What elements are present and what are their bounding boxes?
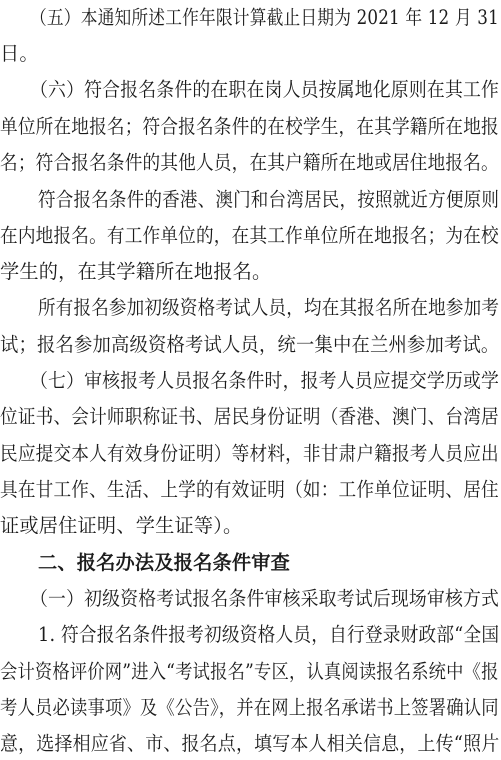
text-line: 符合报名条件的香港、澳门和台湾居民，按照就近方便原则 — [38, 188, 500, 211]
text-line: （六）符合报名条件的在职在岗人员按属地化原则在其工作 — [30, 78, 500, 101]
text-line: （五）本通知所述工作年限计算截止日期为 2021 年 12 月 31 — [30, 6, 499, 29]
text-line: 民应提交本人有效身份证明）等材料，非甘肃户籍报考人员应出 — [0, 442, 499, 465]
text-line: 学生的，在其学籍所在地报名。 — [0, 260, 272, 283]
text-line: 所有报名参加初级资格考试人员，均在其报名所在地参加考 — [38, 296, 500, 319]
text-line: 具在甘工作、生活、上学的有效证明（如：工作单位证明、居住 — [0, 478, 499, 501]
text-line: 日。 — [0, 42, 39, 65]
text-line: （七）审核报考人员报名条件时，报考人员应提交学历或学 — [30, 369, 500, 392]
section-heading: 二、报名办法及报名条件审查 — [38, 551, 291, 574]
text-line: （一）初级资格考试报名条件审核采取考试后现场审核方式 — [30, 587, 500, 610]
text-line: 在内地报名。有工作单位的，在其工作单位所在地报名；为在校 — [0, 224, 499, 247]
text-line: 1. 符合报名条件报考初级资格人员，自行登录财政部“全国 — [38, 623, 500, 646]
text-line: 考人员必读事项》及《公告》，并在网上报名承诺书上签署确认同 — [0, 696, 499, 719]
text-line: 单位所在地报名；符合报名条件的在校学生，在其学籍所在地报 — [0, 115, 499, 138]
text-line: 试；报名参加高级资格考试人员，统一集中在兰州参加考试。 — [0, 333, 500, 356]
text-line: 会计资格评价网”进入“考试报名”专区，认真阅读报名系统中《报 — [0, 660, 499, 683]
text-line: 位证书、会计师职称证书、居民身份证明（香港、澳门、台湾居 — [0, 405, 499, 428]
text-line: 名；符合报名条件的其他人员，在其户籍所在地或居住地报名。 — [0, 151, 499, 174]
text-line: 意，选择相应省、市、报名点，填写本人相关信息，上传“照片 — [0, 732, 500, 755]
text-line: 证或居住证明、学生证等）。 — [0, 514, 243, 537]
